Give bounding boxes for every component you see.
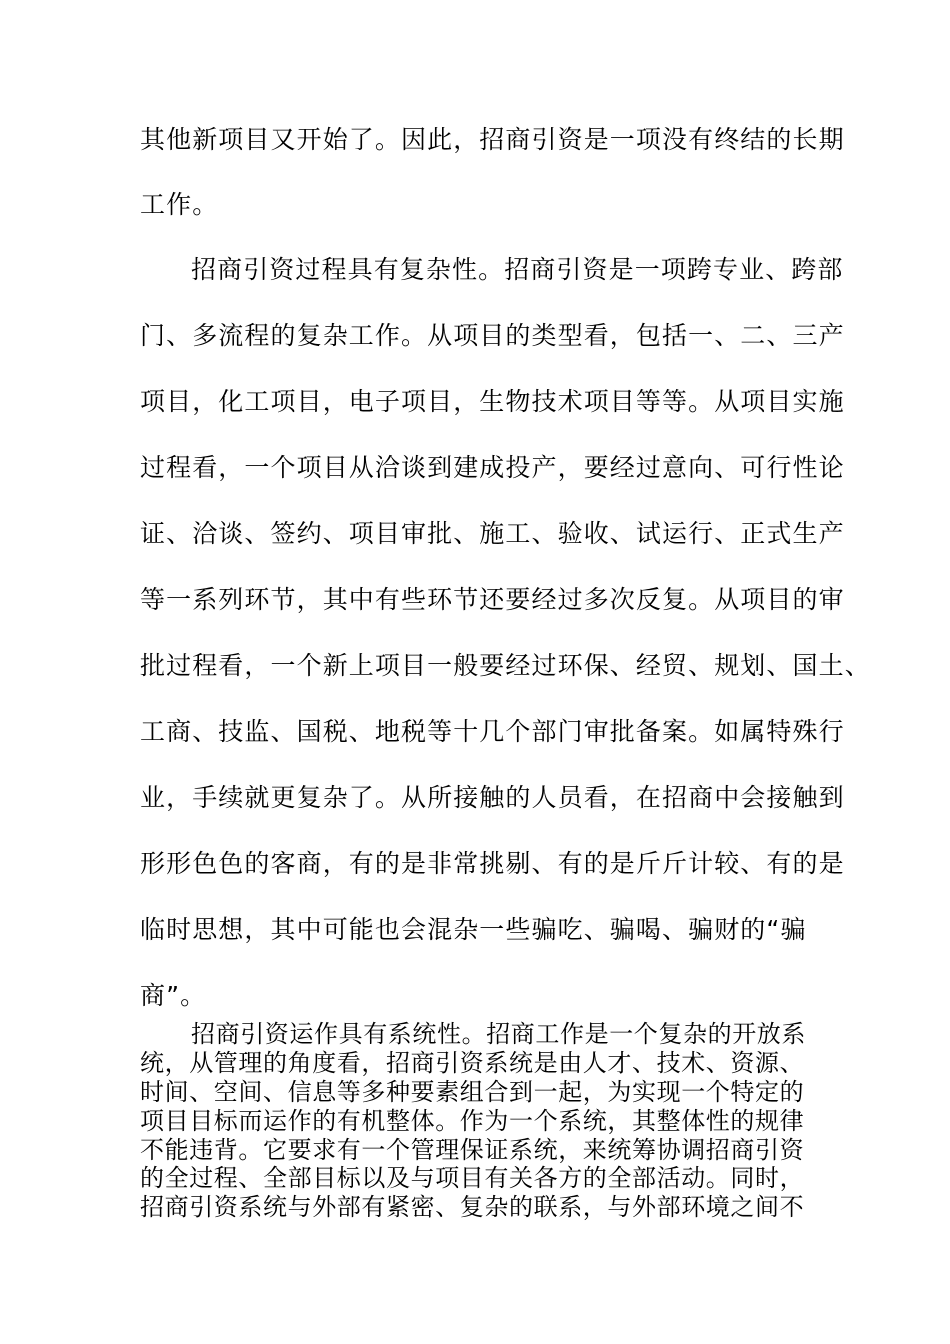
paragraph-start-line: 招商引资运作具有系统性。招商工作是一个复杂的开放系	[191, 1020, 806, 1048]
text-line-1: 其他新项目又开始了。因此，招商引资是一项没有终结的长期	[140, 125, 845, 154]
paragraph-start-line: 招商引资过程具有复杂性。招商引资是一项跨专业、跨部	[191, 255, 844, 284]
text-line-16: 统，从管理的角度看，招商引资系统是由人才、技术、资源、	[140, 1049, 805, 1077]
text-line-8: 等一系列环节，其中有些环节还要经过多次反复。从项目的审	[140, 585, 845, 614]
text-line-2: 工作。	[140, 190, 219, 219]
text-line-13: 临时思想，其中可能也会混杂一些骗吃、骗喝、骗财的“骗	[140, 915, 807, 944]
text-line-6: 过程看，一个项目从洽谈到建成投产，要经过意向、可行性论	[140, 453, 845, 482]
text-line-11: 业，手续就更复杂了。从所接触的人员看，在招商中会接触到	[140, 783, 845, 812]
text-line-18: 项目目标而运作的有机整体。作为一个系统，其整体性的规律	[140, 1107, 805, 1135]
text-line-20: 的全过程、全部目标以及与项目有关各方的全部活动。同时，	[140, 1164, 805, 1192]
text-line-9: 批过程看，一个新上项目一般要经过环保、经贸、规划、国土、	[140, 651, 871, 680]
text-line-10: 工商、技监、国税、地税等十几个部门审批备案。如属特殊行	[140, 717, 845, 746]
text-line-12: 形形色色的客商，有的是非常挑剔、有的是斤斤计较、有的是	[140, 849, 845, 878]
text-line-7: 证、洽谈、签约、项目审批、施工、验收、试运行、正式生产	[140, 519, 845, 548]
text-line-5: 项目，化工项目，电子项目，生物技术项目等等。从项目实施	[140, 387, 845, 416]
text-line-4: 门、多流程的复杂工作。从项目的类型看，包括一、二、三产	[140, 321, 845, 350]
text-line-21: 招商引资系统与外部有紧密、复杂的联系，与外部环境之间不	[140, 1193, 805, 1221]
text-line-17: 时间、空间、信息等多种要素组合到一起，为实现一个特定的	[140, 1078, 805, 1106]
text-line-14: 商”。	[140, 981, 207, 1010]
text-line-19: 不能违背。它要求有一个管理保证系统，来统筹协调招商引资	[140, 1136, 805, 1164]
